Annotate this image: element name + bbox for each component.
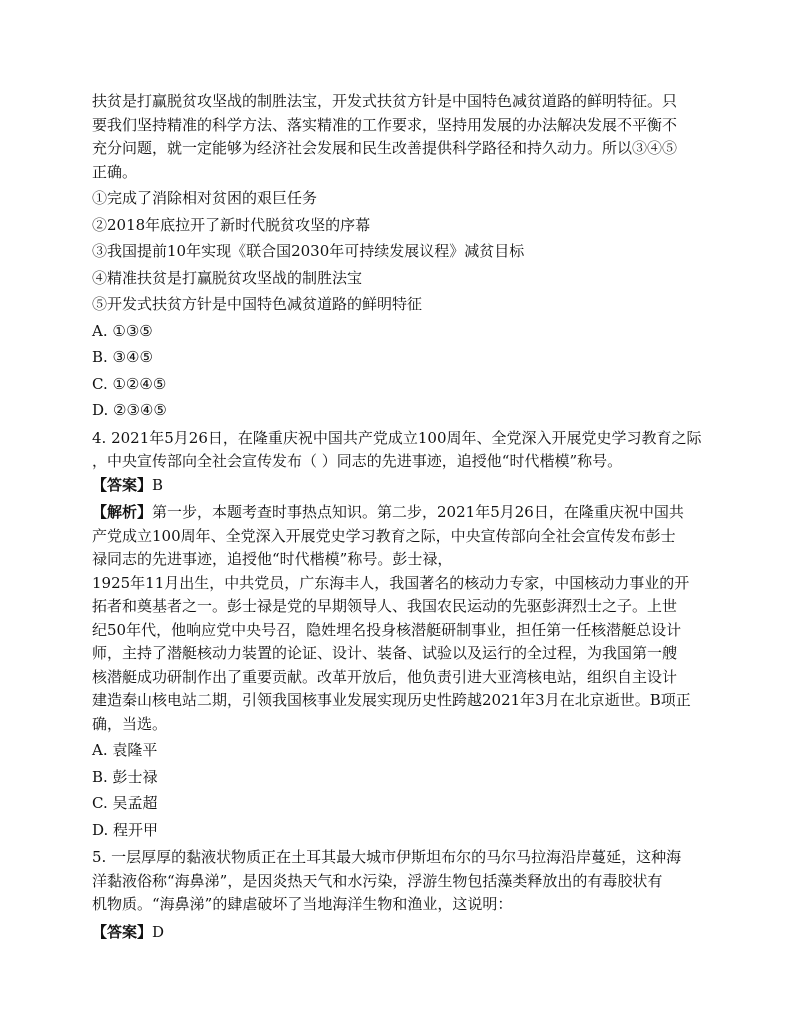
question-4-stem: 4. 2021年5月26日，在隆重庆祝中国共产党成立100周年、全党深入开展党史学习教育之际 ，中央宣传部向全社会宣传发布（ ）同志的先进事迹，追授他“时代楷模”称号。 <box>92 428 702 470</box>
question-4-option-a: A. 袁隆平 <box>92 741 158 759</box>
answer-value: D <box>152 922 165 941</box>
statement-4: ④精准扶贫是打赢脱贫攻坚战的制胜法宝 <box>92 268 363 287</box>
question-4-analysis <box>92 501 704 736</box>
answer-tag: 【答案】 <box>92 475 153 494</box>
question-5-answer <box>92 921 704 945</box>
answer-value: B <box>152 475 164 494</box>
option-b: B. ③④⑤ <box>92 348 153 366</box>
statement-1: ①完成了消除相对贫困的艰巨任务 <box>92 189 318 207</box>
answer-tag: 【答案】 <box>92 922 153 941</box>
statement-3: ③我国提前10年实现《联合国2030年可持续发展议程》减贫目标 <box>92 242 525 260</box>
option-c: C. ①②④⑤ <box>92 374 167 393</box>
option-a: A. ①③⑤ <box>92 321 153 340</box>
question-4-answer <box>92 474 704 498</box>
option-d: D. ②③④⑤ <box>92 401 167 419</box>
question-4-option-b: B. 彭士禄 <box>92 767 158 786</box>
analysis-text: 第一步，本题考查时事热点知识。第二步，2021年5月26日，在隆重庆祝中国共 产党成立100周年、全党深入开展党史学习教育之际，中央宣传部向全社会宣传发布彭士 禄同志的先进事迹，追授他“时代楷模”称号。彭士禄， 1925年11月出生，中共党员，广东海丰人，我国著名的核动力专家，中国核动力事业的开 拓者和奠基者之一。彭士禄是党的早期领导人、我国农民运动的先驱彭湃烈士之子。上世 纪50年代，他响应党中央号召，隐姓埋名投身核潜艇研制事业，担任第一任核潜艇总设计 师，主持了潜艇核动力装置的论证、设计、装备、试验以及运行的全过程，为我国第一艘 核潜艇成功研制作出了重要贡献。改革开放后，他负责引进大亚湾核电站，组织自主设计 建造秦山核电站二期，引领我国核事业发展实现历史性跨越2021年3月在北京逝世。B项正 确，当选。 <box>92 503 691 733</box>
question-4-option-c: C. 吴孟超 <box>92 794 158 812</box>
question-5-stem: 5. 一层厚厚的黏液状物质正在土耳其最大城市伊斯坦布尔的马尔马拉海沿岸蔓延，这种海 洋黏液俗称“海鼻涕”，是因炎热天气和水污染，浮游生物包括藻类释放出的有毒胶状有 机物质。“海鼻涕”的肆虐破坏了当地海洋生物和渔业，这说明： <box>92 848 682 913</box>
document-content <box>92 90 704 944</box>
statement-2: ②2018年底拉开了新时代脱贫攻坚的序幕 <box>92 215 371 234</box>
statement-5: ⑤开发式扶贫方针是中国特色减贫道路的鲜明特征 <box>92 295 423 313</box>
question-4-option-d: D. 程开甲 <box>92 820 159 839</box>
analysis-continuation: 扶贫是打赢脱贫攻坚战的制胜法宝，开发式扶贫方针是中国特色减贫道路的鲜明特征。只 要我们坚持精准的科学方法、落实精准的工作要求，坚持用发展的办法解决发展不平衡不 充分问题，就一定能够为经济社会发展和民生改善提供科学路径和持久动力。所以③④⑤ 正确。 <box>92 92 678 181</box>
analysis-tag: 【解析】 <box>92 503 153 521</box>
